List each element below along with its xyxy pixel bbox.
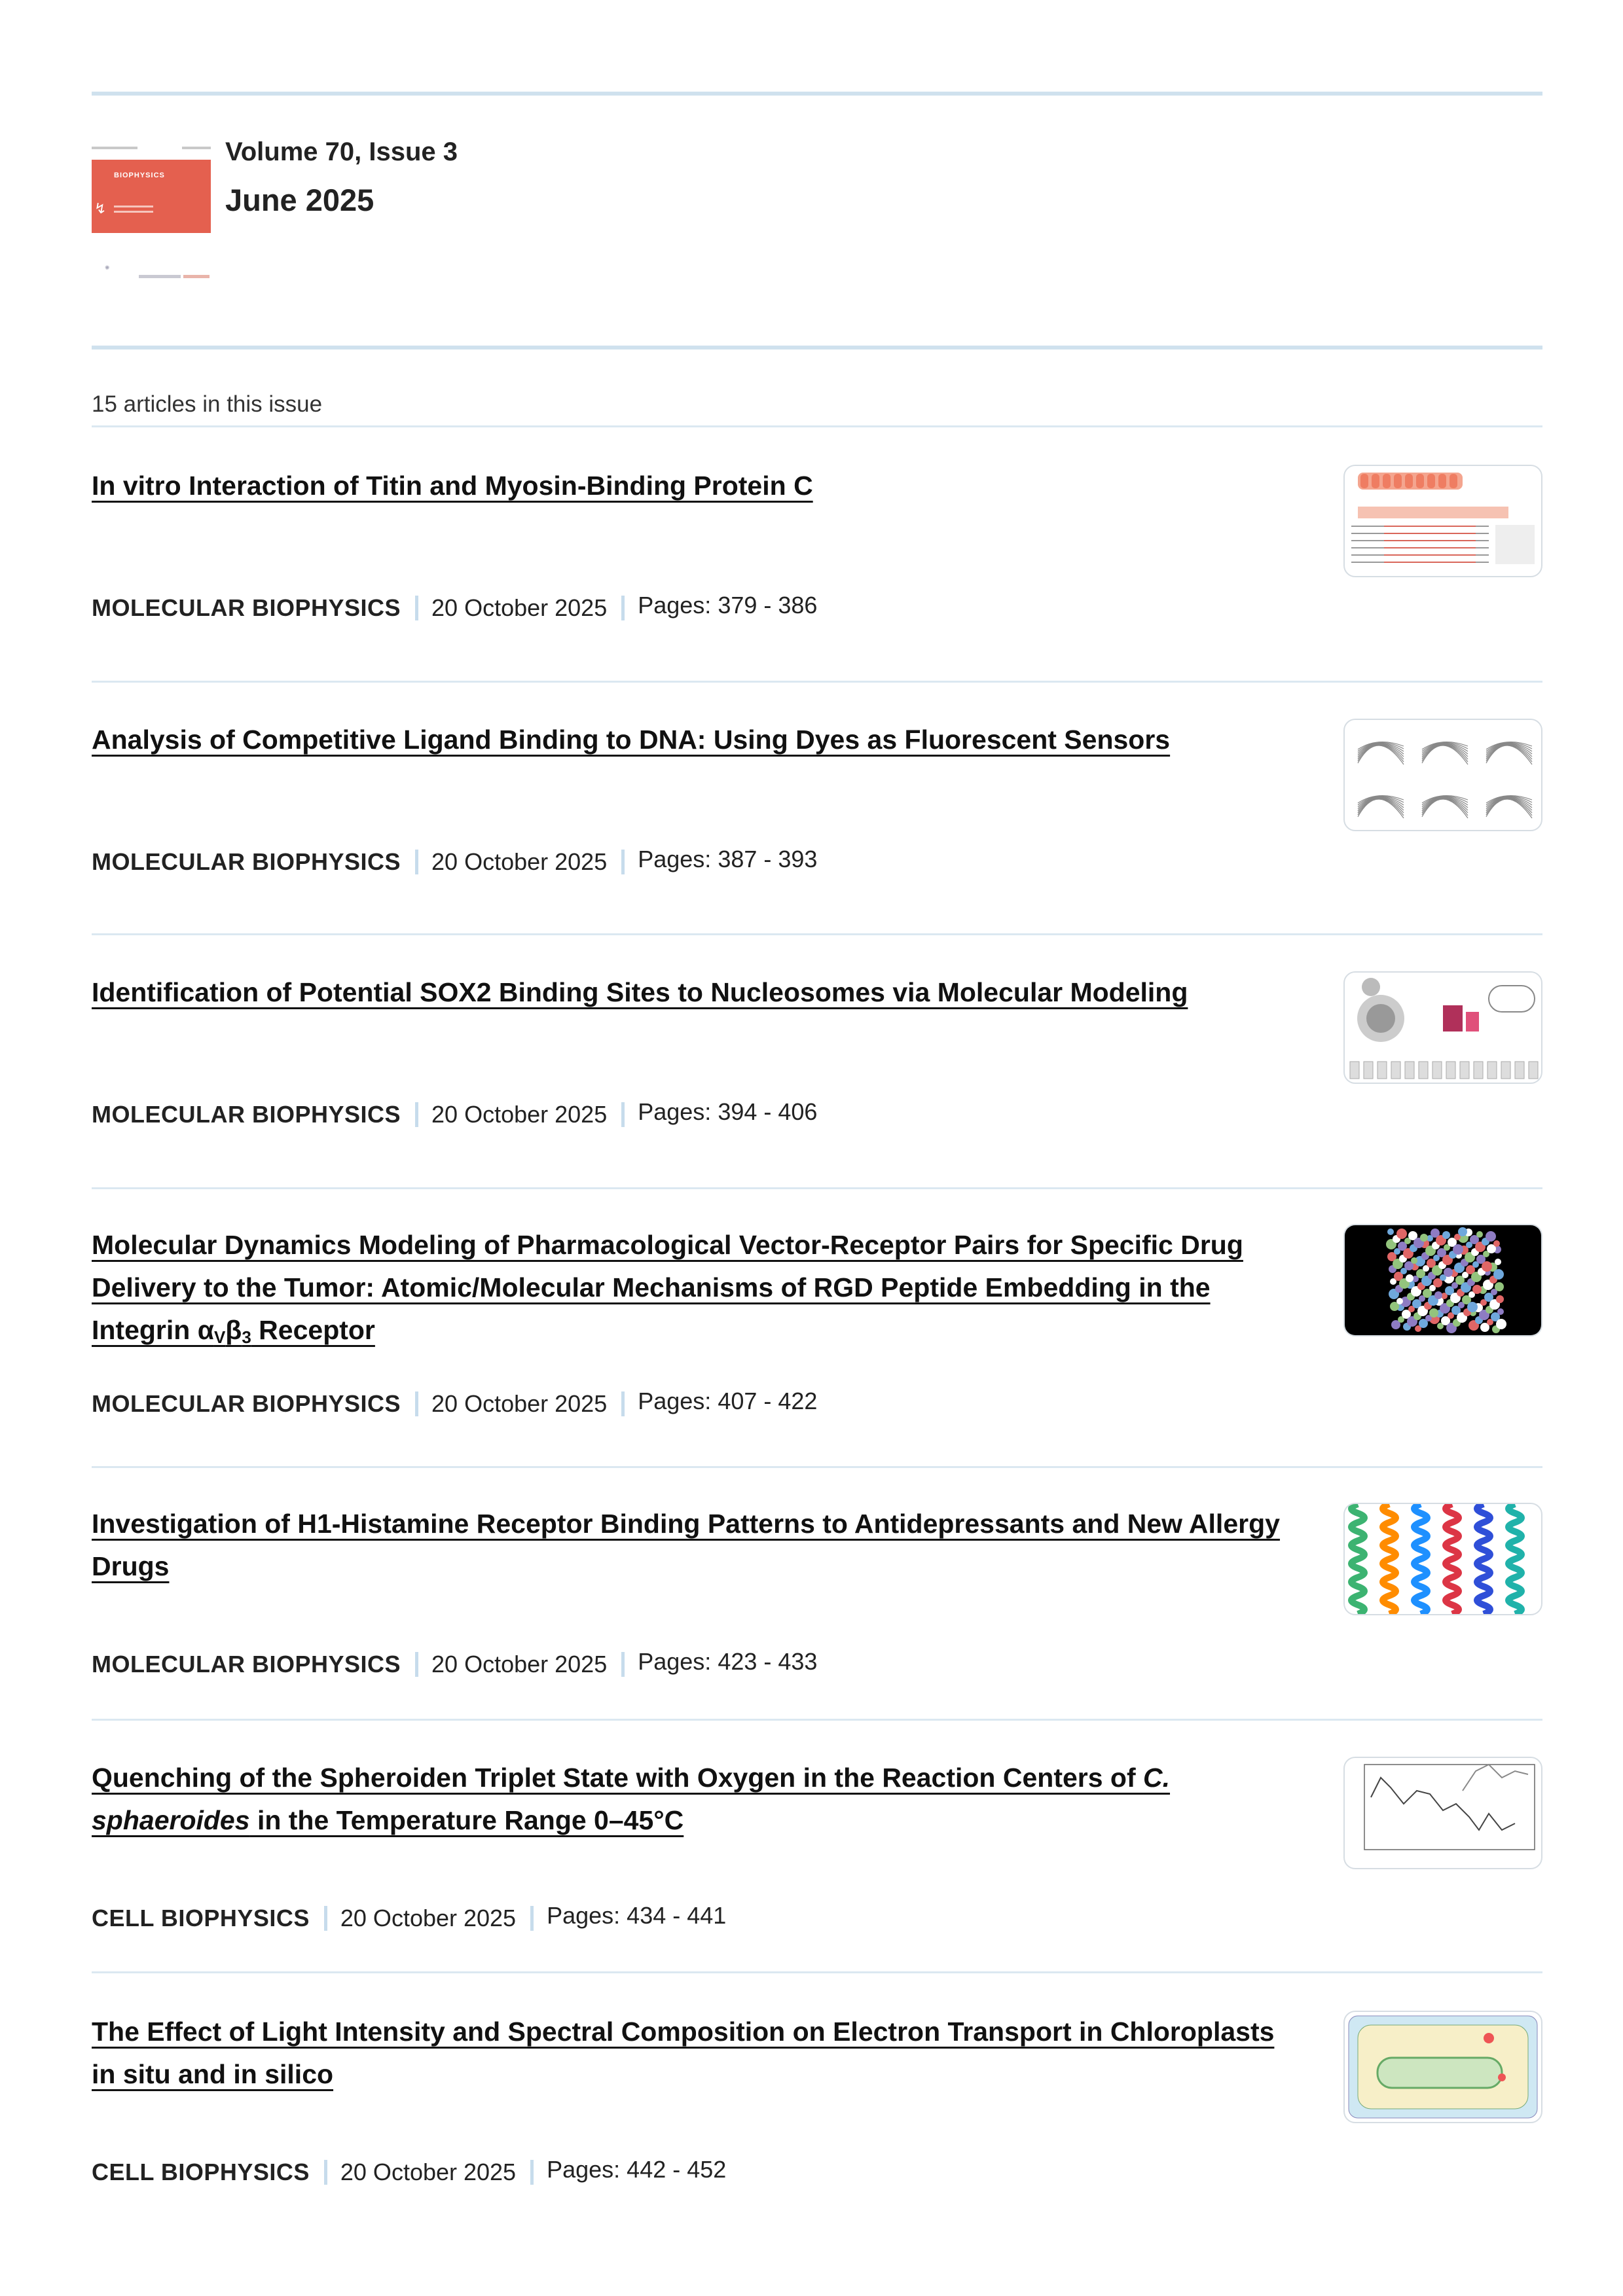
article-thumbnail[interactable]: [1343, 2011, 1542, 2123]
article-date: 20 October 2025: [431, 1390, 608, 1417]
article-date: 20 October 2025: [431, 848, 608, 875]
meta-separator: [621, 850, 625, 874]
article-title-link[interactable]: Investigation of H1-Histamine Receptor Binding Patterns to Antidepressants and New Allergy Drugs: [92, 1509, 1280, 1581]
meta-separator: [415, 1102, 418, 1127]
article-date: 20 October 2025: [340, 2159, 517, 2185]
article-thumbnail[interactable]: [1343, 719, 1542, 831]
article-meta: [92, 848, 817, 876]
meta-separator: [621, 1391, 625, 1416]
article-title-link[interactable]: Quenching of the Spheroiden Triplet State with Oxygen in the Reaction Centers of C. sphaeroides in the Temperature Range 0–45°C: [92, 1763, 1171, 1835]
meta-separator: [415, 850, 418, 874]
article-count: 15 articles in this issue: [92, 391, 323, 417]
article-thumbnail[interactable]: [1343, 1503, 1542, 1615]
article-divider: [92, 681, 1542, 683]
issue-cover-image[interactable]: [92, 143, 211, 281]
article-divider: [92, 1187, 1542, 1189]
article-meta: [92, 1390, 817, 1418]
article-thumbnail[interactable]: [1343, 971, 1542, 1084]
header-divider: [92, 346, 1542, 350]
article-thumbnail[interactable]: [1343, 1757, 1542, 1869]
article-divider: [92, 1466, 1542, 1468]
cover-journal-title: BIOPHYSICS: [114, 171, 165, 179]
article-thumbnail[interactable]: [1343, 1224, 1542, 1336]
meta-separator: [621, 596, 625, 620]
list-divider: [92, 425, 1542, 427]
article-divider: [92, 1719, 1542, 1721]
meta-separator: [621, 1652, 625, 1677]
article-meta: [92, 1902, 727, 1932]
article-pages: Pages: 379 - 386: [638, 592, 818, 619]
article-category: MOLECULAR BIOPHYSICS: [92, 594, 401, 621]
article-meta: [92, 2156, 727, 2186]
article-thumbnail[interactable]: [1343, 465, 1542, 577]
article-category: MOLECULAR BIOPHYSICS: [92, 848, 401, 875]
article-category: MOLECULAR BIOPHYSICS: [92, 1390, 401, 1417]
article-title-link[interactable]: Molecular Dynamics Modeling of Pharmacological Vector-Receptor Pairs for Specific Drug Delivery to the Tumor: Atomic/Molecular Mechanisms of RGD Peptide Embedding in the Integrin $\alpha_V\beta_3$ Receptor: [92, 1230, 1243, 1347]
article-pages: Pages: 387 - 393: [638, 846, 818, 872]
article-title-link[interactable]: Analysis of Competitive Ligand Binding to DNA: Using Dyes as Fluorescent Sensors: [92, 725, 1171, 755]
cover-header: [92, 143, 211, 160]
meta-separator: [415, 1391, 418, 1416]
article-category: MOLECULAR BIOPHYSICS: [92, 1651, 401, 1677]
article-meta: [92, 594, 817, 622]
article-meta: [92, 1648, 818, 1678]
article-meta: [92, 1098, 818, 1128]
article-pages: Pages: 442 - 452: [547, 2156, 727, 2183]
article-pages: Pages: 423 - 433: [638, 1648, 818, 1675]
publisher-logo-icon: ✺: [105, 264, 110, 271]
article-category: CELL BIOPHYSICS: [92, 1905, 310, 1931]
article-title-link[interactable]: Identification of Potential SOX2 Binding Sites to Nucleosomes via Molecular Modeling: [92, 977, 1188, 1007]
article-category: MOLECULAR BIOPHYSICS: [92, 1101, 401, 1128]
article-pages: Pages: 394 - 406: [638, 1098, 818, 1125]
meta-separator: [324, 1906, 327, 1931]
article-title-link[interactable]: The Effect of Light Intensity and Spectral Composition on Electron Transport in Chloroplasts in situ and in silico: [92, 2017, 1275, 2089]
cover-panel: [92, 160, 211, 233]
article-date: 20 October 2025: [431, 1101, 608, 1128]
article-title-link[interactable]: In vitro Interaction of Titin and Myosin-Binding Protein C: [92, 471, 813, 501]
article-divider: [92, 1971, 1542, 1973]
article-date: 20 October 2025: [431, 1651, 608, 1677]
issue-date: June 2025: [225, 183, 374, 217]
meta-separator: [621, 1102, 625, 1127]
top-divider: [92, 92, 1542, 96]
meta-separator: [415, 1652, 418, 1677]
issue-volume: Volume 70, Issue 3: [225, 137, 458, 166]
article-category: CELL BIOPHYSICS: [92, 2159, 310, 2185]
article-divider: [92, 933, 1542, 935]
article-date: 20 October 2025: [431, 594, 608, 621]
meta-separator: [530, 1906, 534, 1931]
article-date: 20 October 2025: [340, 1905, 517, 1931]
article-pages: Pages: 407 - 422: [638, 1388, 818, 1414]
meta-separator: [415, 596, 418, 620]
cover-mark-icon: ↯: [94, 200, 107, 217]
meta-separator: [530, 2160, 534, 2185]
meta-separator: [324, 2160, 327, 2185]
article-pages: Pages: 434 - 441: [547, 1902, 727, 1929]
